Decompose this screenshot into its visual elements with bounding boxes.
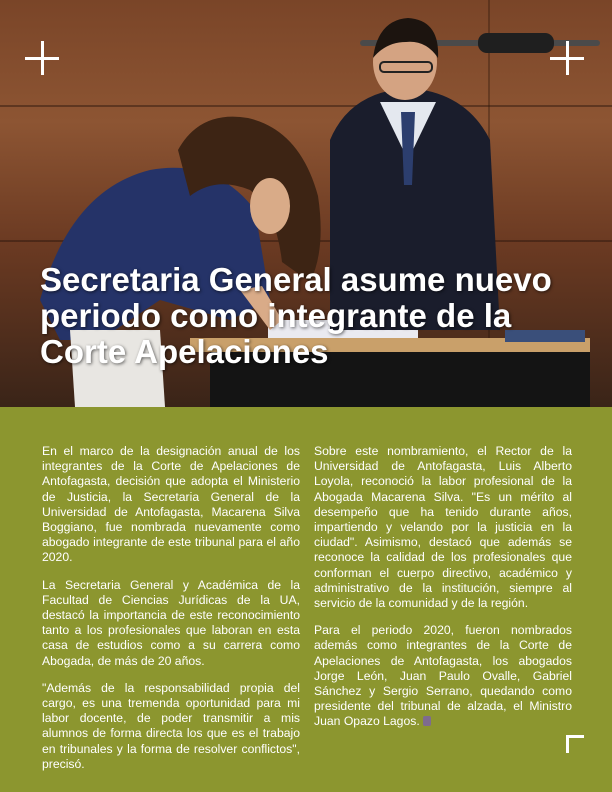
article-headline: Secretaria General asume nuevo periodo como integrante de la Corte Apelaciones bbox=[40, 261, 552, 370]
plus-icon bbox=[25, 41, 59, 75]
corner-bracket-icon bbox=[566, 735, 584, 753]
paragraph: En el marco de la designación anual de los integrantes de la Corte de Apelaciones de Antofagasta, decisión que adopta el Ministerio de Justicia, la Secretaria General de la Universidad de Antofagasta, Macarena Silva Boggiano, fue nombrada nuevamente como abogado integrante de este tribunal para el año 2020. bbox=[42, 444, 300, 565]
paragraph: La Secretaria General y Académica de la Facultad de Ciencias Jurídicas de la UA, destacó la importancia de este reconocimiento tanto a los profesionales que laboran en esta casa de estudios como a su carrera como Abogada, de más de 20 años. bbox=[42, 577, 300, 668]
paragraph: "Además de la responsabilidad propia del cargo, es una tremenda oportunidad para mi labor docente, de poder transmitir a mis alumnos de forma directa los que es el trabajo en tribunales y la forma de resolver conflictos", precisó. bbox=[42, 680, 300, 771]
paragraph-text: Para el periodo 2020, fueron nombrados además como integrantes de la Corte de Apelaciones de Antofagasta, los abogados Jorge León, Juan Paulo Ovalle, Gabriel Sánchez y Sergio Serrano, quedando como presidente del tribunal de alzada, el Ministro Juan Opazo Lagos. bbox=[314, 623, 572, 729]
end-of-article-icon bbox=[423, 716, 431, 726]
right-column bbox=[314, 444, 572, 742]
microphone bbox=[478, 33, 554, 53]
plus-icon bbox=[550, 41, 584, 75]
left-column bbox=[42, 444, 300, 784]
paragraph-last bbox=[314, 623, 572, 729]
paragraph: Sobre este nombramiento, el Rector de la Universidad de Antofagasta, Luis Alberto Loyola, reconoció la labor profesional de la Abogada Macarena Silva. "Es un mérito al desempeño que ha tenido durante años, impartiendo y velando por la justicia en la ciudad". Asimismo, destacó que además se reconoce la calidad de los profesionales que conforman el cuerpo directivo, académico y administrativo de la institución, siempre al servicio de la comunidad y de la región. bbox=[314, 444, 572, 611]
